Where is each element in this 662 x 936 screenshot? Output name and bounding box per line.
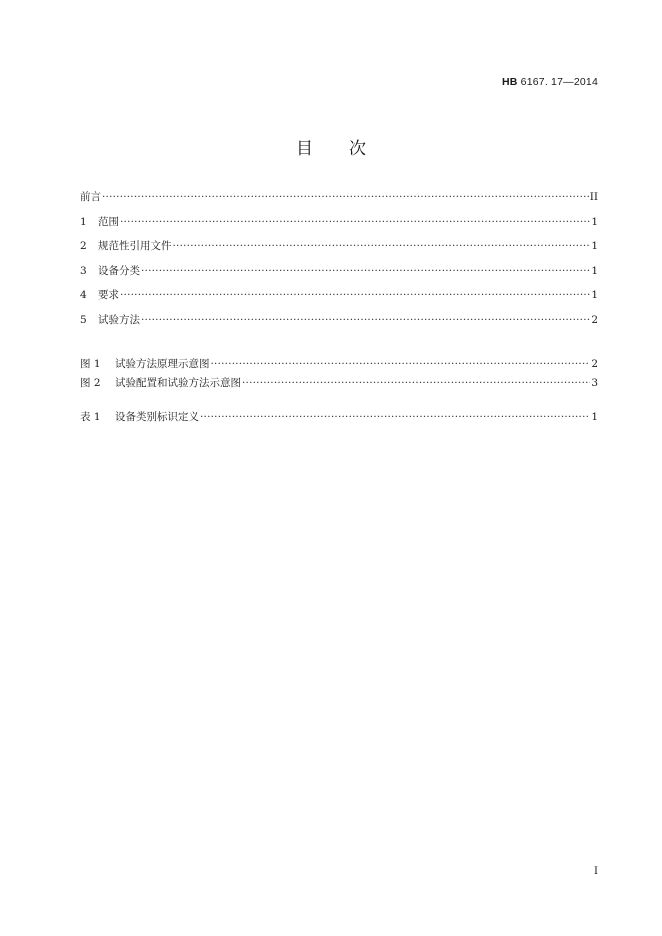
- figure-entry-page: 2: [591, 358, 598, 370]
- figure-entry[interactable]: [80, 376, 598, 395]
- table-list: [80, 410, 598, 435]
- toc-entry-number: 3: [80, 264, 87, 277]
- toc-entry[interactable]: [80, 190, 598, 215]
- toc-entry-page: 1: [591, 264, 598, 277]
- figure-entry-label: 试验配置和试验方法示意图: [115, 376, 241, 389]
- figure-entry-number: 图 2: [80, 376, 101, 389]
- figure-entry-number: 图 1: [80, 358, 101, 370]
- table-entry-number: 表 1: [80, 411, 101, 423]
- toc-leader-dots: [120, 215, 590, 229]
- table-entry-page: 1: [591, 411, 598, 423]
- toc-entry-page: 1: [591, 215, 598, 228]
- table-entry-label: 设备类别标识定义: [115, 411, 199, 423]
- toc-entry[interactable]: [80, 313, 598, 338]
- toc-leader-dots: [141, 264, 590, 278]
- document-code-prefix: HB: [501, 76, 518, 88]
- page-title-part2: 次: [349, 139, 366, 159]
- figure-entry[interactable]: [80, 357, 598, 376]
- toc-leader-dots: [120, 288, 590, 302]
- toc-entry-label: 要求: [98, 289, 119, 301]
- toc-entry-page: 1: [591, 289, 598, 301]
- toc-entry-label: 设备分类: [98, 264, 140, 277]
- figure-entry-label: 试验方法原理示意图: [115, 358, 210, 370]
- toc-entry-page: II: [589, 191, 598, 203]
- document-code: [502, 76, 598, 88]
- toc-entry-label: 规范性引用文件: [98, 240, 172, 252]
- figure-leader-dots: [211, 357, 591, 371]
- toc-entry[interactable]: [80, 288, 598, 313]
- toc-entry-number: 4: [80, 289, 87, 301]
- toc-entry-label: 试验方法: [98, 313, 140, 326]
- table-leader-dots: [200, 410, 590, 424]
- toc-entry-number: 2: [80, 240, 87, 252]
- toc-entry-label: 范围: [98, 215, 119, 228]
- toc-entry[interactable]: [80, 264, 598, 289]
- toc-leader-dots: [141, 313, 590, 327]
- figure-entry-page: 3: [591, 376, 598, 389]
- toc-entry[interactable]: [80, 215, 598, 240]
- figure-list: [80, 357, 598, 394]
- toc-leader-dots: [173, 239, 591, 253]
- toc-leader-dots: [102, 190, 589, 204]
- toc-entry-page: 1: [591, 240, 598, 252]
- toc-entry-number: 5: [80, 313, 87, 326]
- figure-leader-dots: [242, 376, 590, 390]
- table-entry[interactable]: [80, 410, 598, 435]
- toc-entry[interactable]: [80, 239, 598, 264]
- page-title: [0, 134, 662, 159]
- toc-entry-page: 2: [591, 313, 598, 326]
- document-code-number: 6167. 17—2014: [517, 76, 598, 88]
- toc-entry-label: 前言: [80, 191, 101, 203]
- toc-list: [80, 190, 598, 337]
- toc-entry-number: 1: [80, 215, 87, 228]
- page-title-part1: 目: [296, 139, 313, 159]
- page-number: I: [594, 866, 598, 877]
